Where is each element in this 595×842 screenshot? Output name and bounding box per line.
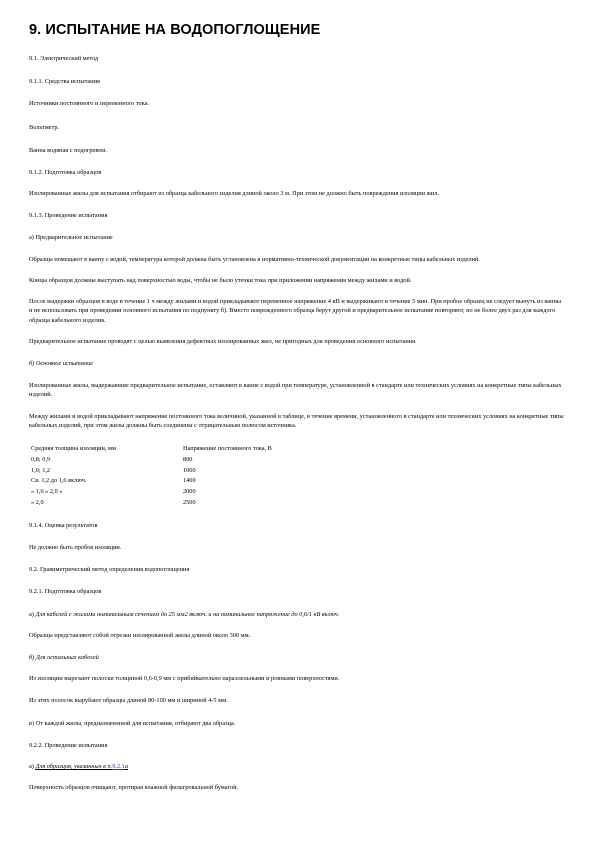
table-cell: 2000 [183, 488, 196, 496]
document [29, 22, 565, 792]
table-cell: 1000 [183, 466, 196, 474]
subsection-heading: б) Основное испытание [29, 360, 94, 368]
paragraph: Изолированные жилы, выдержавшие предварительное испытание, оставляют в ванне с водой при температуре, установленной в стандарте или технических условиях на конкретные типы кабельных изделий. [29, 382, 562, 399]
table-row [31, 476, 272, 487]
item-marker: а) [29, 763, 36, 771]
table-cell: 2500 [183, 499, 196, 507]
italic-text: Для образцов, указанных в п. [35, 763, 113, 771]
paragraph: Образцы представляют собой отрезки изолированной жилы длиной около 300 мм. [29, 631, 251, 639]
table-cell: 1,0; 1,2 [31, 466, 51, 474]
table-cell: Св. 1,2 до 1,6 включ. [31, 477, 87, 485]
italic-text: а [124, 763, 128, 771]
table-header-cell: Средняя толщина изоляции, мм [31, 445, 116, 453]
table-row [31, 487, 272, 498]
section-9-2-1-heading: 9.2.1. Подготовка образцов [29, 588, 102, 596]
paragraph: После выдержки образцов в воде в течение 1 ч между жилами и водой прикладывают переменное напряжение 4 кВ и выдерживают в течение 5 мин. При пробое образец не следует вынуть из ванны и не использовать при проведении основного испытания по подпункту б). Вместо поврежденного образца берут другой и предварительное испытание повторяют, но не более двух раз для каждого образца кабельного изделия. [29, 298, 562, 324]
table-row [31, 466, 272, 477]
paragraph: Поверхность образцов очищают, протирая влажной фильтровальной бумагой. [29, 784, 239, 792]
paragraph [29, 610, 565, 619]
subsection-heading: а) Предварительное испытание [29, 233, 113, 241]
page-title: 9. ИСПЫТАНИЕ НА ВОДОПОГЛОЩЕНИЕ [29, 22, 321, 38]
paragraph: Из этих полосок вырубают образцы длиной 80-100 мм и шириной 4-5 мм. [29, 697, 228, 705]
section-9-1-1-heading: 9.1.1. Средства испытания [29, 78, 100, 86]
paragraph: Вольтметр. [29, 123, 60, 131]
table-cell: » 1,6 » 2,0 » [31, 488, 63, 496]
section-9-1-2-heading: 9.1.2. Подготовка образцов [29, 169, 102, 177]
section-9-1-heading: 9.1. Электрический метод [29, 55, 99, 62]
section-9-1-4-heading: 9.1.4. Оценка результатов [29, 521, 98, 529]
section-9-2-2-heading: 9.2.2. Проведение испытания [29, 741, 108, 749]
paragraph [29, 762, 565, 771]
table-cell: 1400 [183, 477, 196, 485]
paragraph: Между жилами и водой прикладывают напряжение постоянного тока величиной, указанной в таблице, в течение времени, установленного в стандарте или технических условиях на конкретные типы кабельных изделий, при этом жилы должны быть соединены с отрицательным полюсом источника. [29, 412, 564, 429]
section-9-2-heading: 9.2. Гравиметрический метод определения водопоглощения [29, 566, 190, 574]
table-header-row [31, 444, 272, 455]
paragraph: Концы образцов должны выступать над поверхностью воды, чтобы не было утечки тока при приложении напряжения между жилами и водой. [29, 277, 412, 285]
section-link[interactable]: 9.2.1 [112, 763, 125, 771]
paragraph: Предварительное испытание проводят с целью выявления дефектных изолированных жил, не пригодных для проведения основного испытания. [29, 337, 417, 345]
voltage-table [31, 444, 272, 509]
item-marker: а) [29, 610, 36, 618]
table-header-cell: Напряжение постоянного тока, В [183, 445, 272, 453]
table-cell: 800 [183, 455, 193, 463]
table-row [31, 498, 272, 509]
table-cell: 0,8; 0,9 [31, 455, 51, 463]
paragraph: Не должно быть пробоя изоляции. [29, 544, 122, 552]
table-row [31, 455, 272, 466]
table-cell: » 2,0 [31, 499, 44, 507]
italic-text: Для кабелей с жилами номинальным сечением до 25 мм2 включ. и на номинальное напряжение до 0,6/1 кВ включ. [35, 610, 340, 618]
paragraph: Источники постоянного и переменного тока. [29, 100, 150, 108]
paragraph: в) От каждой жилы, предназначенной для испытания, отбирают два образца. [29, 719, 236, 727]
paragraph: Из изоляции вырезают полоски толщиной 0,6-0,9 мм с прибийкательно параллельными и ровными поверхностями. [29, 675, 340, 683]
section-9-1-3-heading: 9.1.3. Проведение испытания [29, 212, 108, 220]
paragraph: Ванна водяная с подогревом. [29, 146, 107, 154]
paragraph: Изолированные жилы для испытания отбирают из образца кабельного изделия длиной около 3 м. При этом не должно быть повреждения изоляции жил. [29, 190, 440, 198]
subsection-heading: б) Для остальных кабелей [29, 654, 99, 662]
paragraph: Образцы помещают в ванну с водой, температура которой должна быть установлена в нормативно-технической документации на конкретные типы кабельных изделий. [29, 255, 480, 263]
